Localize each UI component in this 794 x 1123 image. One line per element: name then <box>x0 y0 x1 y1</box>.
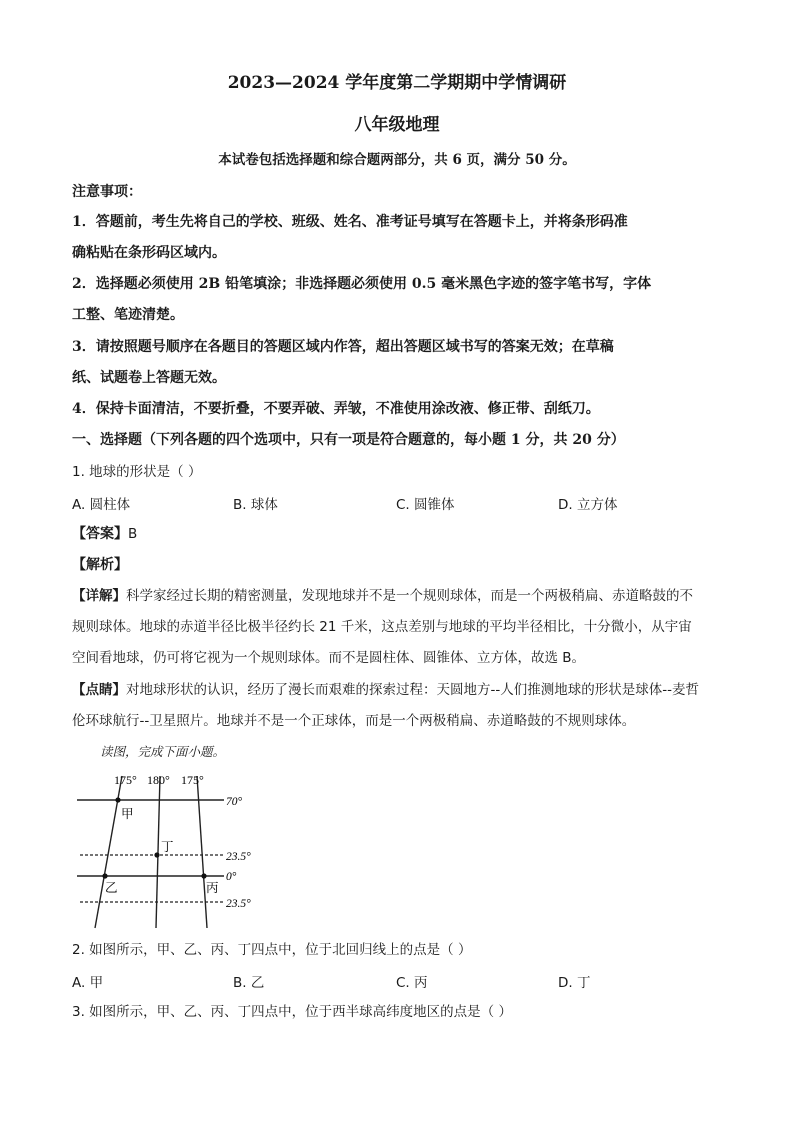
q2-option-a: A. 甲 <box>72 975 104 991</box>
question-1-stem: 1. 地球的形状是（ ） <box>72 464 202 480</box>
answer-value: B <box>128 526 138 542</box>
q1-option-b: B. 球体 <box>233 497 278 513</box>
point-label: 丁 <box>161 840 174 854</box>
lon-label: 175° <box>114 773 137 787</box>
q2-option-d: D. 丁 <box>558 975 591 991</box>
lat-label: 23.5° <box>226 898 251 910</box>
instruction-line: 纸、试题卷上答题无效。 <box>72 370 226 386</box>
point-ding <box>154 852 159 857</box>
instruction-line: 确粘贴在条形码区域内。 <box>72 245 226 261</box>
answer-tag: 【答案】 <box>72 526 128 542</box>
lat-label: 23.5° <box>226 851 251 863</box>
q1-comment-line <box>72 680 722 700</box>
q1-detail-line: 空间看地球，仍可将它视为一个规则球体。而不是圆柱体、圆锥体、立方体，故选 B。 <box>72 650 586 666</box>
page-title: 2023—2024 学年度第二学期期中学情调研 <box>227 73 567 93</box>
instruction-line: 2．选择题必须使用 2B 铅笔填涂；非选择题必须使用 0.5 毫米黑色字迹的签字笔书写，字体 <box>72 276 652 292</box>
exam-note: 本试卷包括选择题和综合题两部分，共 6 页，满分 50 分。 <box>218 152 576 168</box>
analysis-tag: 【解析】 <box>72 557 128 573</box>
detail-tag: 【详解】 <box>72 588 126 604</box>
point-bing <box>201 873 206 878</box>
point-label: 丙 <box>206 881 219 895</box>
q1-comment-line: 伦环球航行--卫星照片。地球并不是一个正球体，而是一个两极稍扁、赤道略鼓的不规则球体。 <box>72 713 636 729</box>
q1-analysis <box>72 555 722 575</box>
page-subtitle: 八年级地理 <box>354 115 440 135</box>
detail-text: 科学家经过长期的精密测量，发现地球并不是一个规则球体，而是一个两极稍扁、赤道略鼓的不 <box>126 588 693 604</box>
lon-label: 175° <box>181 773 204 787</box>
instruction-line: 工整、笔迹清楚。 <box>72 307 184 323</box>
meridian-175-right <box>197 776 207 928</box>
figure-instruction: 读图，完成下面小题。 <box>100 744 226 759</box>
meridian-180 <box>156 776 160 928</box>
point-jia <box>115 797 120 802</box>
section-heading: 一、选择题（下列各题的四个选项中，只有一项是符合题意的，每小题 1 分，共 20 分） <box>72 432 625 448</box>
comment-tag: 【点睛】 <box>72 682 126 698</box>
q1-option-a: A. 圆柱体 <box>72 497 131 513</box>
question-2-stem: 2. 如图所示，甲、乙、丙、丁四点中，位于北回归线上的点是（ ） <box>72 942 472 958</box>
q1-option-d: D. 立方体 <box>558 497 618 513</box>
question-3-stem: 3. 如图所示，甲、乙、丙、丁四点中，位于西半球高纬度地区的点是（ ） <box>72 1004 512 1020</box>
q1-detail-line <box>72 586 722 606</box>
lon-label: 180° <box>147 773 170 787</box>
instruction-line: 1．答题前，考生先将自己的学校、班级、姓名、准考证号填写在答题卡上，并将条形码准 <box>72 214 628 230</box>
instruction-line: 4．保持卡面清洁，不要折叠，不要弄破、弄皱，不准使用涂改液、修正带、刮纸刀。 <box>72 401 600 417</box>
q1-detail-line: 规则球体。地球的赤道半径比极半径约长 21 千米，这点差别与地球的平均半径相比，十分微小，从宇宙 <box>72 619 692 635</box>
q2-option-b: B. 乙 <box>233 975 265 991</box>
lat-label: 0° <box>226 871 237 883</box>
q1-answer <box>72 524 722 544</box>
q1-option-c: C. 圆锥体 <box>396 497 455 513</box>
instructions-heading: 注意事项： <box>72 184 142 200</box>
lat-lon-grid-figure <box>72 768 282 933</box>
point-label: 乙 <box>105 881 118 895</box>
lat-label: 70° <box>226 796 243 808</box>
point-label: 甲 <box>121 807 134 821</box>
instruction-line: 3．请按照题号顺序在各题目的答题区域内作答，超出答题区域书写的答案无效；在草稿 <box>72 339 614 355</box>
comment-text: 对地球形状的认识，经历了漫长而艰难的探索过程：天圆地方--人们推测地球的形状是球体--麦哲 <box>126 682 699 698</box>
q2-option-c: C. 丙 <box>396 975 428 991</box>
point-yi <box>102 873 107 878</box>
